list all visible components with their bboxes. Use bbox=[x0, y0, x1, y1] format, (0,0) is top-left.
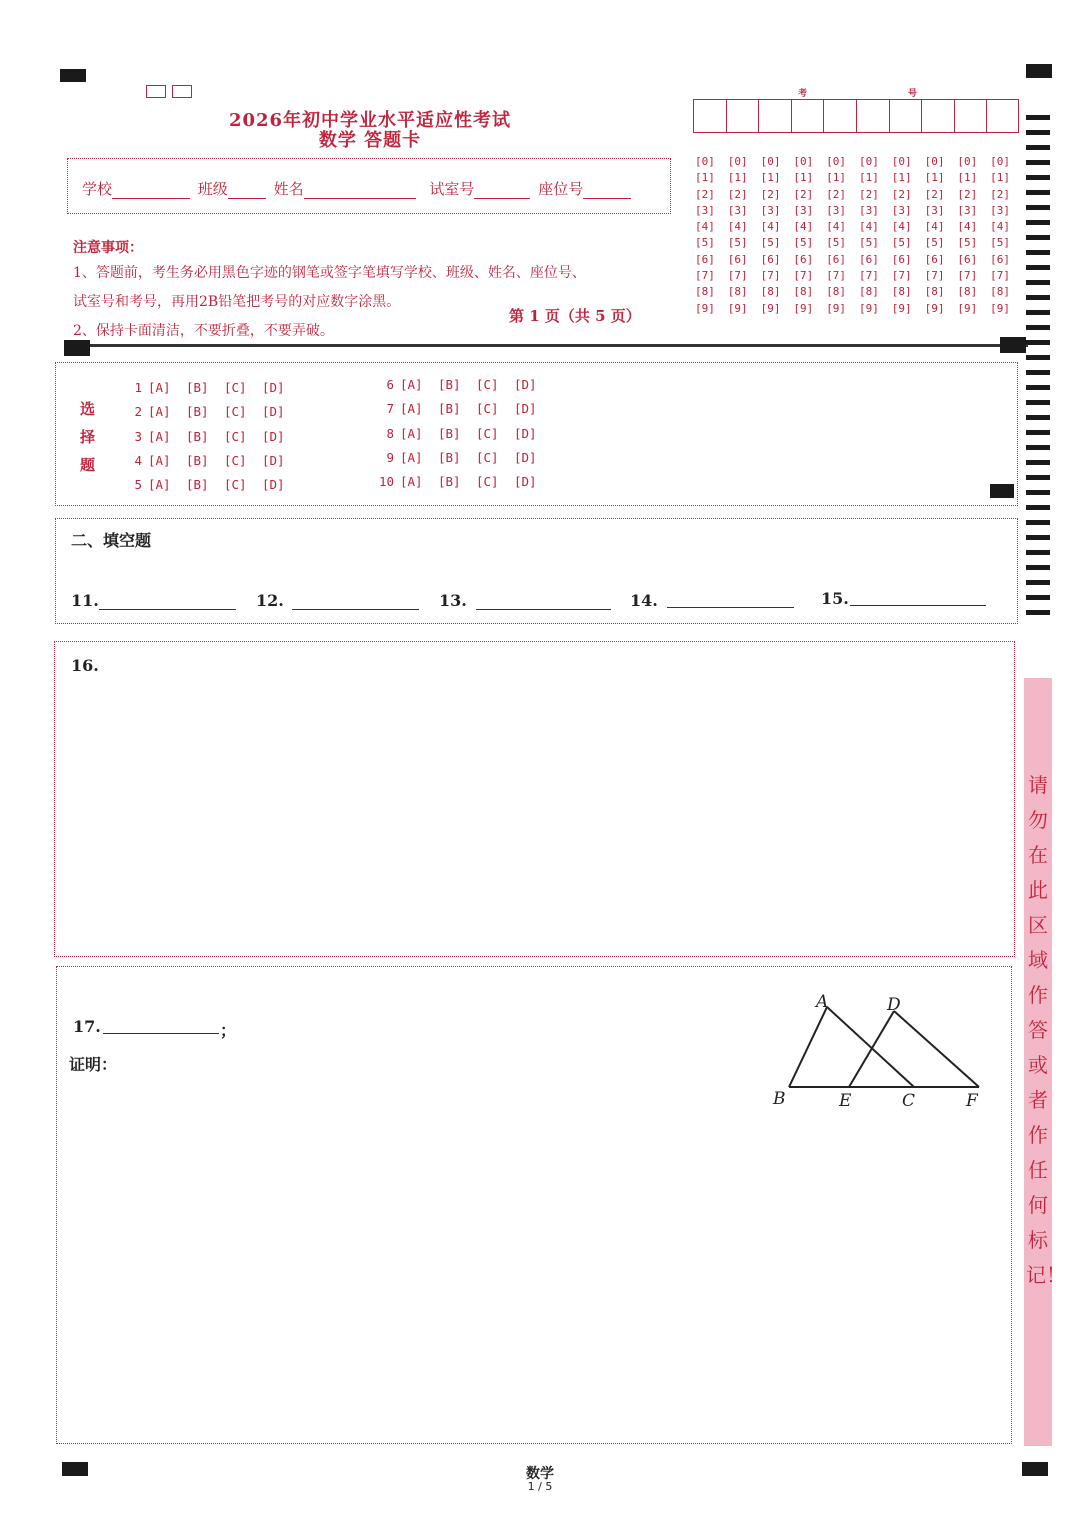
exam-id-bubble[interactable]: [1] bbox=[695, 171, 715, 185]
blank-15-label: 15. bbox=[821, 589, 849, 608]
mc-option-bubble[interactable]: [B] bbox=[186, 477, 209, 493]
mc-question-number: 5 bbox=[134, 477, 142, 493]
room-label: 试室号 bbox=[429, 180, 475, 198]
exam-id-bubble[interactable]: [4] bbox=[990, 220, 1011, 234]
exam-id-bubble[interactable]: [6] bbox=[727, 252, 748, 266]
segment-ac bbox=[827, 1007, 914, 1087]
exam-id-bubble[interactable]: [2] bbox=[727, 187, 748, 201]
exam-id-bubble[interactable]: [2] bbox=[858, 187, 879, 201]
mc-option-bubble[interactable]: [A] bbox=[148, 404, 171, 420]
exam-id-grid bbox=[693, 99, 1019, 133]
triangle-figure bbox=[760, 985, 1000, 1115]
q16-label: 16. bbox=[71, 656, 99, 675]
exam-id-bubble[interactable]: [5] bbox=[990, 236, 1011, 250]
exam-id-bubble[interactable]: [6] bbox=[793, 252, 814, 266]
mc-option-bubble[interactable]: [D] bbox=[514, 474, 537, 490]
exam-id-bubble[interactable]: [9] bbox=[793, 301, 814, 315]
exam-id-bubble[interactable]: [5] bbox=[727, 236, 748, 250]
exam-id-digit-box[interactable] bbox=[954, 99, 987, 133]
exam-id-bubble[interactable]: [4] bbox=[957, 220, 978, 234]
exam-id-bubble[interactable]: [8] bbox=[826, 285, 847, 299]
exam-id-bubble-row bbox=[695, 236, 1023, 252]
exam-id-digit-box[interactable] bbox=[889, 99, 922, 133]
mc-option-bubble[interactable]: [B] bbox=[186, 404, 209, 420]
exam-id-bubble[interactable]: [8] bbox=[727, 285, 748, 299]
school-field[interactable] bbox=[112, 183, 190, 199]
exam-id-bubble[interactable]: [8] bbox=[924, 285, 945, 299]
exam-id-bubble[interactable]: [8] bbox=[957, 285, 978, 299]
exam-id-bubble[interactable]: [0] bbox=[891, 155, 912, 168]
q17-suffix: ； bbox=[220, 1021, 237, 1040]
exam-id-bubble-row bbox=[695, 253, 1023, 269]
mc-question-row bbox=[374, 474, 552, 489]
exam-id-bubble[interactable]: [7] bbox=[760, 269, 781, 283]
exam-id-label-left: 考 bbox=[798, 89, 808, 99]
exam-id-bubble[interactable]: [3] bbox=[891, 203, 912, 217]
exam-id-bubble[interactable]: [1] bbox=[727, 171, 748, 185]
exam-id-bubble-row bbox=[695, 220, 1023, 236]
exam-id-bubble[interactable]: [7] bbox=[957, 269, 978, 283]
mc-option-bubble[interactable]: [D] bbox=[514, 449, 537, 465]
mc-option-bubble[interactable]: [D] bbox=[262, 452, 285, 468]
blank-11-label: 11. bbox=[71, 591, 99, 610]
mc-option-bubble[interactable]: [D] bbox=[262, 477, 285, 493]
mc-option-bubble[interactable]: [A] bbox=[400, 401, 423, 417]
exam-id-digit-box[interactable] bbox=[921, 99, 954, 133]
exam-id-bubble[interactable]: [2] bbox=[891, 187, 912, 201]
exam-id-bubble[interactable]: [1] bbox=[891, 171, 912, 185]
mc-question-number: 7 bbox=[386, 401, 394, 417]
exam-id-bubble[interactable]: [3] bbox=[793, 203, 814, 217]
mc-question-number: 3 bbox=[134, 428, 142, 444]
blank-14-label: 14. bbox=[630, 591, 658, 610]
mc-question-number: 2 bbox=[134, 404, 142, 420]
exam-id-bubble[interactable]: [2] bbox=[957, 187, 978, 201]
mc-option-bubble[interactable]: [D] bbox=[262, 380, 285, 395]
mc-question-row bbox=[374, 401, 552, 416]
exam-id-digit-box[interactable] bbox=[758, 99, 791, 133]
mc-option-bubble[interactable]: [C] bbox=[476, 425, 499, 441]
exam-id-bubble[interactable]: [9] bbox=[990, 301, 1011, 315]
exam-id-bubble[interactable]: [4] bbox=[858, 220, 879, 234]
mc-option-bubble[interactable]: [D] bbox=[514, 425, 537, 441]
exam-id-bubble[interactable]: [2] bbox=[924, 187, 945, 201]
exam-id-bubble-row bbox=[695, 204, 1023, 220]
exam-id-bubble[interactable]: [5] bbox=[826, 236, 847, 250]
exam-id-bubble[interactable]: [6] bbox=[891, 252, 912, 266]
exam-id-bubble[interactable]: [0] bbox=[727, 155, 748, 168]
mc-question-number: 8 bbox=[386, 425, 394, 441]
no-mark-warning: 请勿在此区域作答或者作任何标记！ bbox=[1026, 773, 1066, 1287]
header-divider bbox=[64, 344, 1028, 347]
mc-option-bubble[interactable]: [A] bbox=[400, 377, 423, 392]
mc-option-bubble[interactable]: [B] bbox=[186, 452, 209, 468]
exam-id-bubble[interactable]: [9] bbox=[891, 301, 912, 315]
exam-id-bubble[interactable]: [0] bbox=[858, 155, 879, 168]
exam-id-bubble[interactable]: [3] bbox=[695, 203, 715, 217]
exam-id-bubble[interactable]: [1] bbox=[990, 171, 1011, 185]
exam-id-bubble[interactable]: [9] bbox=[924, 301, 945, 315]
seat-label: 座位号 bbox=[538, 180, 584, 198]
mc-question-row bbox=[122, 477, 300, 492]
mc-question-row bbox=[122, 404, 300, 419]
exam-id-bubble[interactable]: [7] bbox=[891, 269, 912, 283]
exam-id-bubble[interactable]: [2] bbox=[793, 187, 814, 201]
mc-option-bubble[interactable]: [C] bbox=[476, 474, 499, 490]
exam-id-digit-box[interactable] bbox=[726, 99, 759, 133]
exam-id-bubble[interactable]: [6] bbox=[858, 252, 879, 266]
exam-id-digit-box[interactable] bbox=[986, 99, 1019, 133]
exam-id-bubble[interactable]: [3] bbox=[957, 203, 978, 217]
exam-id-bubble[interactable]: [2] bbox=[695, 187, 715, 201]
label-c: C bbox=[902, 1091, 916, 1111]
exam-id-bubble[interactable]: [4] bbox=[924, 220, 945, 234]
exam-id-bubble[interactable]: [1] bbox=[957, 171, 978, 185]
exam-id-bubble[interactable]: [9] bbox=[957, 301, 978, 315]
segment-de bbox=[849, 1011, 894, 1087]
mc-option-bubble[interactable]: [C] bbox=[476, 401, 499, 417]
exam-id-bubble[interactable]: [0] bbox=[695, 155, 715, 168]
exam-id-bubble-row bbox=[695, 188, 1023, 204]
exam-id-bubble[interactable]: [5] bbox=[957, 236, 978, 250]
exam-id-bubble[interactable]: [8] bbox=[760, 285, 781, 299]
exam-id-bubble[interactable]: [4] bbox=[826, 220, 847, 234]
page-type-box-1 bbox=[146, 85, 166, 98]
mc-option-bubble[interactable]: [A] bbox=[400, 449, 423, 465]
mc-option-bubble[interactable]: [D] bbox=[262, 428, 285, 444]
exam-id-bubble[interactable]: [0] bbox=[826, 155, 847, 168]
exam-id-bubble[interactable]: [6] bbox=[990, 252, 1011, 266]
exam-id-bubble[interactable]: [8] bbox=[891, 285, 912, 299]
exam-id-bubble[interactable]: [6] bbox=[760, 252, 781, 266]
name-label: 姓名 bbox=[273, 180, 304, 198]
page-info: 第 1 页（共 5 页） bbox=[509, 307, 641, 325]
exam-id-bubble[interactable]: [1] bbox=[793, 171, 814, 185]
exam-id-bubble[interactable]: [0] bbox=[924, 155, 945, 168]
mc-question-number: 4 bbox=[134, 452, 142, 468]
class-field[interactable] bbox=[228, 183, 266, 199]
mc-option-bubble[interactable]: [B] bbox=[438, 425, 461, 441]
page-type-box-2 bbox=[172, 85, 192, 98]
exam-id-bubble-row bbox=[695, 302, 1023, 318]
room-field[interactable] bbox=[474, 183, 530, 199]
mc-side-label-3: 题 bbox=[80, 456, 96, 474]
exam-id-label-right: 号 bbox=[908, 89, 918, 99]
seat-field[interactable] bbox=[583, 183, 631, 199]
q16-answer-area[interactable] bbox=[54, 641, 1015, 957]
exam-id-bubble[interactable]: [6] bbox=[957, 252, 978, 266]
label-e: E bbox=[839, 1091, 852, 1111]
exam-id-bubble-row bbox=[695, 171, 1023, 187]
exam-id-bubble[interactable]: [5] bbox=[858, 236, 879, 250]
exam-id-bubble[interactable]: [1] bbox=[826, 171, 847, 185]
blank-14-field[interactable] bbox=[667, 607, 794, 608]
mc-option-bubble[interactable]: [C] bbox=[476, 377, 499, 392]
mc-question-row bbox=[122, 380, 300, 395]
mc-option-bubble[interactable]: [A] bbox=[148, 477, 171, 493]
footer-page: 1 / 5 bbox=[527, 1480, 553, 1493]
mc-question-number: 9 bbox=[386, 449, 394, 465]
mc-option-bubble[interactable]: [A] bbox=[148, 380, 171, 395]
exam-id-bubble[interactable]: [7] bbox=[793, 269, 814, 283]
exam-id-bubble[interactable]: [4] bbox=[793, 220, 814, 234]
mc-option-bubble[interactable]: [C] bbox=[224, 428, 247, 444]
exam-id-bubble[interactable]: [8] bbox=[793, 285, 814, 299]
mc-option-bubble[interactable]: [B] bbox=[438, 401, 461, 417]
footer-subject: 数学 bbox=[526, 1466, 554, 1482]
exam-id-bubble[interactable]: [9] bbox=[858, 301, 879, 315]
timing-mark-top-left bbox=[60, 69, 86, 82]
exam-id-bubble[interactable]: [5] bbox=[760, 236, 781, 250]
exam-id-bubble[interactable]: [7] bbox=[858, 269, 879, 283]
label-d: D bbox=[887, 995, 901, 1015]
blank-15-field[interactable] bbox=[850, 605, 986, 606]
exam-id-bubble[interactable]: [0] bbox=[990, 155, 1011, 168]
blank-12-field[interactable] bbox=[292, 609, 419, 610]
mc-option-bubble[interactable]: [C] bbox=[224, 404, 247, 420]
exam-id-bubble[interactable]: [9] bbox=[826, 301, 847, 315]
exam-id-digit-box[interactable] bbox=[791, 99, 824, 133]
exam-id-bubble[interactable]: [4] bbox=[727, 220, 748, 234]
exam-id-bubble-row bbox=[695, 285, 1023, 301]
exam-id-bubble[interactable]: [2] bbox=[760, 187, 781, 201]
mc-question-row bbox=[122, 429, 300, 444]
label-f: F bbox=[966, 1091, 978, 1111]
q17-blank-field[interactable] bbox=[103, 1033, 219, 1034]
notice-line-3: 2、保持卡面清洁，不要折叠，不要弄破。 bbox=[73, 323, 334, 339]
mc-question-number: 1 bbox=[134, 380, 142, 395]
mc-question-row bbox=[374, 377, 552, 392]
mc-question-number: 10 bbox=[378, 474, 394, 490]
exam-id-bubble[interactable]: [9] bbox=[760, 301, 781, 315]
mc-option-bubble[interactable]: [A] bbox=[148, 428, 171, 444]
segment-df bbox=[894, 1011, 979, 1087]
mc-option-bubble[interactable]: [B] bbox=[186, 428, 209, 444]
exam-id-bubble[interactable]: [9] bbox=[695, 301, 715, 315]
exam-id-bubble-row bbox=[695, 269, 1023, 285]
mc-question-number: 6 bbox=[386, 377, 394, 392]
mc-side-label-1: 选 bbox=[80, 400, 96, 418]
notice-line-2: 试室号和考号，再用2B铅笔把考号的对应数字涂黑。 bbox=[73, 294, 401, 310]
exam-id-bubble[interactable]: [3] bbox=[858, 203, 879, 217]
exam-id-bubble[interactable]: [6] bbox=[826, 252, 847, 266]
card-title: 数学 答题卡 bbox=[318, 130, 422, 151]
label-a: A bbox=[816, 992, 829, 1012]
mc-question-row bbox=[122, 453, 300, 468]
exam-title: 2026年初中学业水平适应性考试 bbox=[228, 110, 512, 131]
divider-mark-right bbox=[1000, 337, 1026, 353]
student-info-row bbox=[82, 178, 634, 199]
school-label: 学校 bbox=[82, 180, 113, 198]
blank-11-field[interactable] bbox=[99, 609, 236, 610]
exam-id-bubble[interactable]: [4] bbox=[891, 220, 912, 234]
exam-id-bubble[interactable]: [0] bbox=[957, 155, 978, 168]
mc-question-row bbox=[374, 426, 552, 441]
exam-id-bubble[interactable]: [8] bbox=[990, 285, 1011, 299]
timing-rail bbox=[1026, 115, 1052, 625]
exam-id-bubble[interactable]: [7] bbox=[990, 269, 1011, 283]
mc-option-bubble[interactable]: [A] bbox=[148, 452, 171, 468]
exam-id-bubble[interactable]: [4] bbox=[695, 220, 715, 234]
exam-id-bubble[interactable]: [5] bbox=[924, 236, 945, 250]
exam-id-bubble[interactable]: [5] bbox=[695, 236, 715, 250]
exam-id-bubble[interactable]: [6] bbox=[695, 252, 715, 266]
exam-id-bubble[interactable]: [7] bbox=[727, 269, 748, 283]
mc-option-bubble[interactable]: [B] bbox=[438, 474, 461, 490]
mc-corner-mark bbox=[990, 484, 1014, 498]
mc-question-row bbox=[374, 450, 552, 465]
exam-id-bubble[interactable]: [3] bbox=[760, 203, 781, 217]
mc-option-bubble[interactable]: [D] bbox=[262, 404, 285, 420]
exam-id-digit-box[interactable] bbox=[693, 99, 726, 133]
exam-id-bubble[interactable]: [1] bbox=[858, 171, 879, 185]
mc-option-bubble[interactable]: [C] bbox=[224, 477, 247, 493]
notice-line-1: 1、答题前，考生务必用黑色字迹的钢笔或签字笔填写学校、班级、姓名、座位号、 bbox=[73, 265, 586, 281]
exam-id-bubble[interactable]: [7] bbox=[695, 269, 715, 283]
fill-blank-title: 二、填空题 bbox=[71, 531, 152, 550]
exam-id-bubble[interactable]: [2] bbox=[826, 187, 847, 201]
exam-id-bubble[interactable]: [3] bbox=[826, 203, 847, 217]
segment-ab bbox=[789, 1007, 827, 1087]
mc-option-bubble[interactable]: [C] bbox=[224, 380, 247, 395]
exam-id-bubble[interactable]: [3] bbox=[727, 203, 748, 217]
exam-id-bubble[interactable]: [7] bbox=[826, 269, 847, 283]
exam-id-bubble[interactable]: [3] bbox=[924, 203, 945, 217]
mc-option-bubble[interactable]: [A] bbox=[400, 425, 423, 441]
exam-id-bubble[interactable]: [4] bbox=[760, 220, 781, 234]
mc-option-bubble[interactable]: [A] bbox=[400, 474, 423, 490]
exam-id-bubble-row bbox=[695, 155, 1023, 171]
mc-option-bubble[interactable]: [B] bbox=[186, 380, 209, 395]
exam-id-bubble[interactable]: [3] bbox=[990, 203, 1011, 217]
q17-label: 17. bbox=[73, 1017, 101, 1036]
blank-12-label: 12. bbox=[256, 591, 284, 610]
mc-option-bubble[interactable]: [C] bbox=[224, 452, 247, 468]
exam-id-digit-box[interactable] bbox=[856, 99, 889, 133]
proof-label: 证明： bbox=[69, 1055, 118, 1074]
mc-option-bubble[interactable]: [B] bbox=[438, 449, 461, 465]
mc-option-bubble[interactable]: [C] bbox=[476, 449, 499, 465]
exam-id-bubble[interactable]: [8] bbox=[695, 285, 715, 299]
class-label: 班级 bbox=[197, 180, 228, 198]
mc-side-label-2: 择 bbox=[80, 428, 96, 446]
name-field[interactable] bbox=[304, 183, 416, 199]
exam-id-digit-box[interactable] bbox=[823, 99, 856, 133]
exam-id-bubble[interactable]: [5] bbox=[793, 236, 814, 250]
divider-mark-left bbox=[64, 340, 90, 356]
exam-id-bubble[interactable]: [5] bbox=[891, 236, 912, 250]
exam-id-bubbles bbox=[695, 155, 1023, 318]
notice-heading: 注意事项： bbox=[73, 240, 143, 256]
mc-option-bubble[interactable]: [D] bbox=[514, 377, 537, 392]
exam-id-bubble[interactable]: [9] bbox=[727, 301, 748, 315]
label-b: B bbox=[773, 1089, 786, 1109]
exam-id-bubble[interactable]: [2] bbox=[990, 187, 1011, 201]
exam-id-bubble[interactable]: [0] bbox=[793, 155, 814, 168]
exam-id-bubble[interactable]: [0] bbox=[760, 155, 781, 168]
timing-mark-top-right bbox=[1026, 64, 1052, 78]
exam-id-bubble[interactable]: [1] bbox=[924, 171, 945, 185]
exam-id-bubble[interactable]: [8] bbox=[858, 285, 879, 299]
exam-id-bubble[interactable]: [1] bbox=[760, 171, 781, 185]
mc-option-bubble[interactable]: [D] bbox=[514, 401, 537, 417]
blank-13-label: 13. bbox=[439, 591, 467, 610]
blank-13-field[interactable] bbox=[476, 609, 611, 610]
exam-id-bubble[interactable]: [6] bbox=[924, 252, 945, 266]
exam-id-bubble[interactable]: [7] bbox=[924, 269, 945, 283]
mc-option-bubble[interactable]: [B] bbox=[438, 377, 461, 392]
